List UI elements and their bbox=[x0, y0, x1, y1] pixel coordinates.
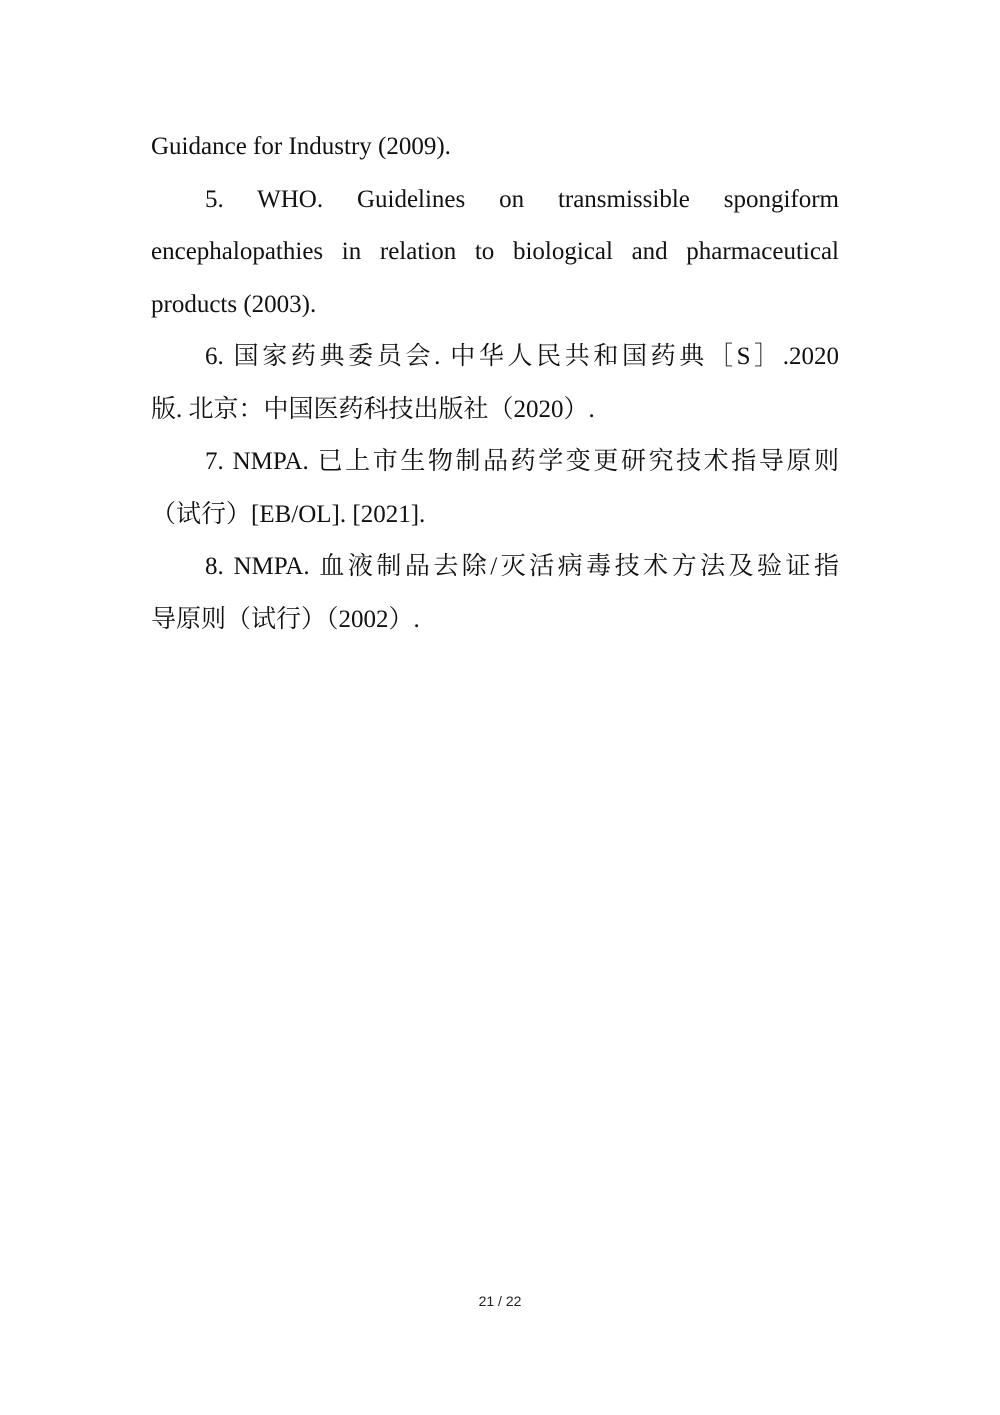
reference-6-line-2: 版. 北京：中国医药科技出版社（2020）. bbox=[151, 395, 595, 423]
reference-5-line-3: products (2003). bbox=[151, 290, 317, 318]
reference-7-line-1: 7. NMPA. 已上市生物制品药学变更研究技术指导原则 bbox=[205, 448, 839, 475]
reference-5-line-2: encephalopathies in relation to biological and pharmaceutical bbox=[151, 238, 839, 265]
reference-6-line-1: 6. 国家药典委员会. 中华人民共和国药典［S］.2020 bbox=[205, 343, 839, 370]
reference-8-line-2: 导原则（试行）（2002）. bbox=[151, 605, 420, 633]
reference-7-line-2: （试行）[EB/OL]. [2021]. bbox=[151, 500, 426, 528]
reference-list bbox=[151, 121, 839, 646]
reference-8-line-1: 8. NMPA. 血液制品去除/灭活病毒技术方法及验证指 bbox=[205, 553, 839, 580]
reference-4-continuation: Guidance for Industry (2009). bbox=[151, 133, 451, 160]
reference-6 bbox=[151, 331, 839, 436]
reference-7 bbox=[151, 436, 839, 541]
page-number: 21 / 22 bbox=[478, 1293, 522, 1309]
reference-5 bbox=[151, 174, 839, 332]
reference-8 bbox=[151, 541, 839, 646]
reference-5-line-1: 5. WHO. Guidelines on transmissible spongiform bbox=[205, 185, 839, 213]
